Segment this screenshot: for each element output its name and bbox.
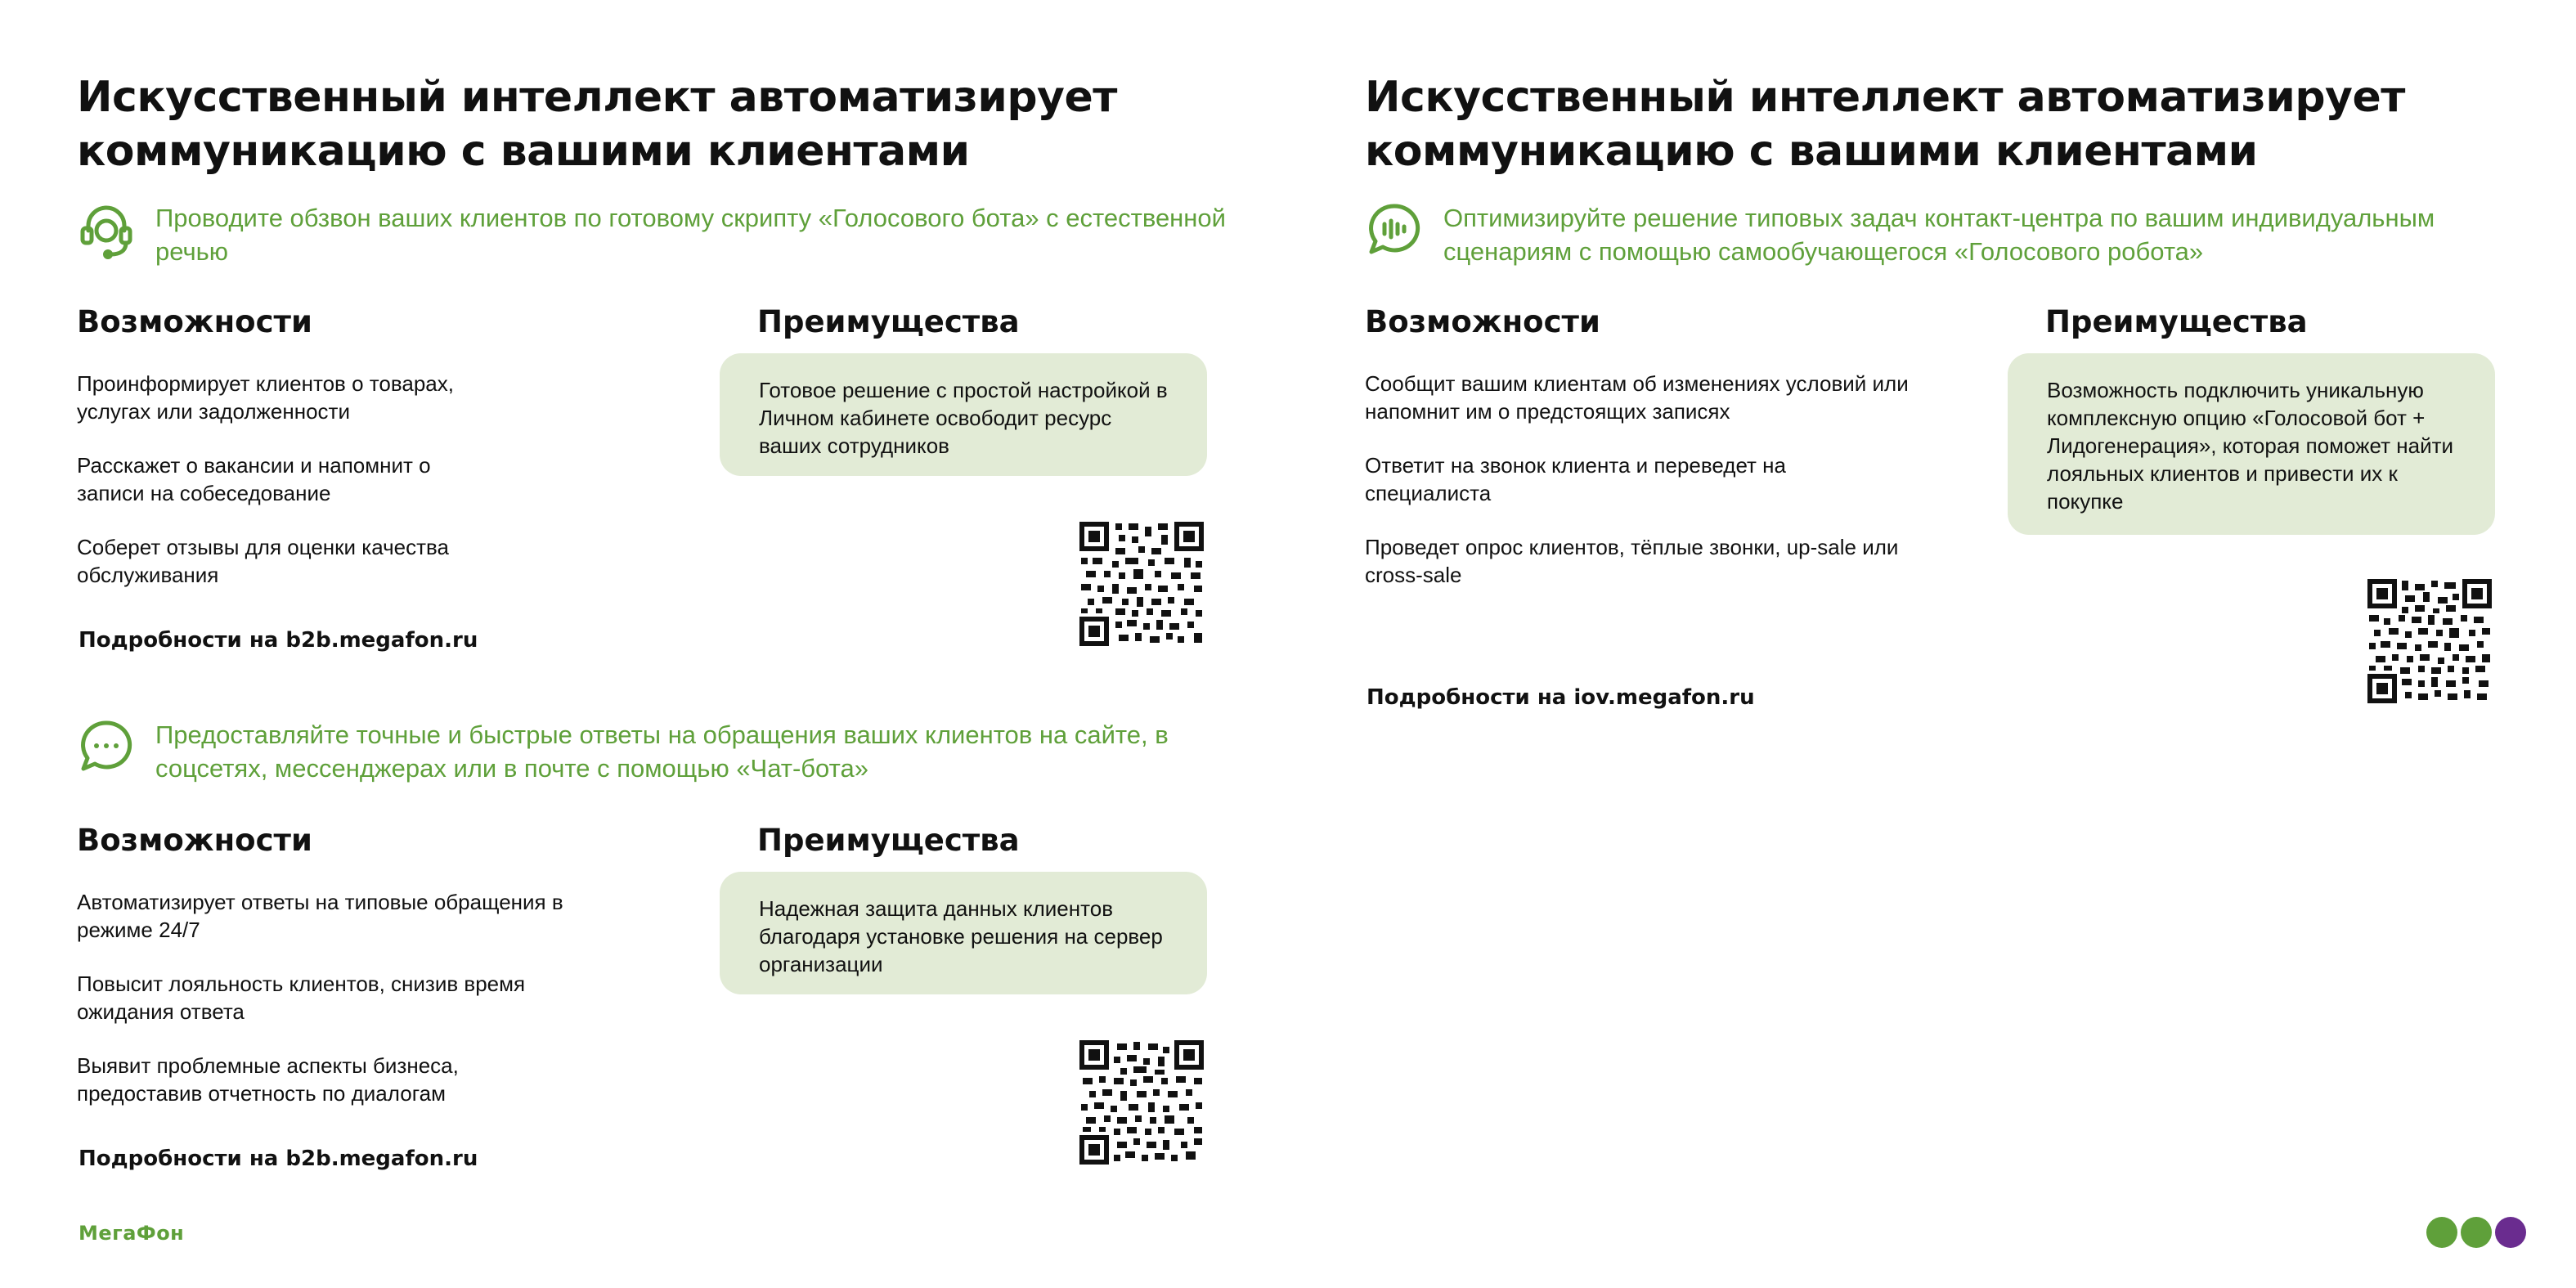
feature-item: Автоматизирует ответы на типовые обращения в режиме 24/7 — [77, 890, 563, 942]
feature-item: Сообщит вашим клиентам об изменениях условий или напомнит им о предстоящих записях — [1365, 371, 1909, 424]
feature-item: Ответит на звонок клиента и переведет на специалиста — [1365, 453, 1786, 505]
advantages-heading: Преимущества — [757, 304, 1020, 339]
megafon-logo: МегаФон — [79, 1222, 185, 1245]
advantages-heading: Преимущества — [2045, 304, 2308, 339]
feature-item: Соберет отзывы для оценки качества обслуживания — [77, 535, 449, 587]
advantage-box — [720, 872, 1207, 994]
qr-code[interactable] — [1079, 1040, 1204, 1165]
feature-item: Проведет опрос клиентов, тёплые звонки, up-sale или cross-sale — [1365, 535, 1899, 587]
voice-wave-bubble-icon — [1365, 201, 1424, 260]
qr-code[interactable] — [1079, 522, 1204, 646]
advantage-text: Возможность подключить уникальную комплексную опцию «Голосовой бот + Лидогенерация», которая поможет найти лояльных клиентов и привести их к покупке — [2047, 378, 2454, 514]
advantage-text: Надежная защита данных клиентов благодаря установке решения на сервер организации — [759, 896, 1163, 976]
right-page — [1288, 0, 2576, 1288]
features-heading: Возможности — [1365, 304, 1600, 339]
qr-code-image — [2367, 579, 2492, 703]
features-heading: Возможности — [77, 823, 312, 858]
feature-item: Повысит лояльность клиентов, снизив время ожидания ответа — [77, 972, 526, 1024]
features-heading: Возможности — [77, 304, 312, 339]
voice-bot-description: Проводите обзвон ваших клиентов по готовому скрипту «Голосового бота» с естественной речью — [155, 204, 1226, 266]
advantages-heading: Преимущества — [757, 823, 1020, 858]
more-info-link[interactable]: Подробности на b2b.megafon.ru — [79, 628, 478, 653]
feature-item: Расскажет о вакансии и напомнит о записи на собеседование — [77, 453, 431, 505]
brand-dot — [2495, 1217, 2526, 1248]
headset-icon — [77, 201, 136, 260]
more-info-link[interactable]: Подробности на b2b.megafon.ru — [79, 1147, 478, 1171]
brand-dots — [2426, 1217, 2524, 1250]
advantage-text: Готовое решение с простой настройкой в Личном кабинете освободит ресурс ваших сотрудников — [759, 378, 1168, 458]
voice-robot-intro — [1365, 201, 2526, 275]
feature-item: Проинформирует клиентов о товарах, услугах или задолженности — [77, 371, 454, 424]
more-info-link[interactable]: Подробности на iov.megafon.ru — [1367, 685, 1755, 710]
brand-dot — [2461, 1217, 2492, 1248]
chat-bubble-icon — [77, 718, 136, 777]
chat-bot-description: Предоставляйте точные и быстрые ответы на обращения ваших клиентов на сайте, в соцсетях, мессенджерах или в почте с помощью «Чат-бота» — [155, 720, 1169, 783]
advantage-box — [720, 353, 1207, 476]
advantage-box — [2008, 353, 2495, 535]
brand-dot — [2426, 1217, 2457, 1248]
voice-robot-description: Оптимизируйте решение типовых задач контакт-центра по вашим индивидуальным сценариям с помощью самообучающегося «Голосового робота» — [1443, 204, 2435, 266]
feature-item: Выявит проблемные аспекты бизнеса, предоставив отчетность по диалогам — [77, 1053, 459, 1106]
qr-code[interactable] — [2367, 579, 2492, 703]
qr-code-image — [1079, 1040, 1204, 1165]
page-title: Искусственный интеллект автоматизирует коммуникацию с вашими клиентами — [1365, 73, 2405, 176]
page-title: Искусственный интеллект автоматизирует коммуникацию с вашими клиентами — [77, 73, 1117, 176]
qr-code-image — [1079, 522, 1204, 646]
chat-bot-intro — [77, 718, 1238, 792]
voice-bot-intro — [77, 201, 1238, 275]
